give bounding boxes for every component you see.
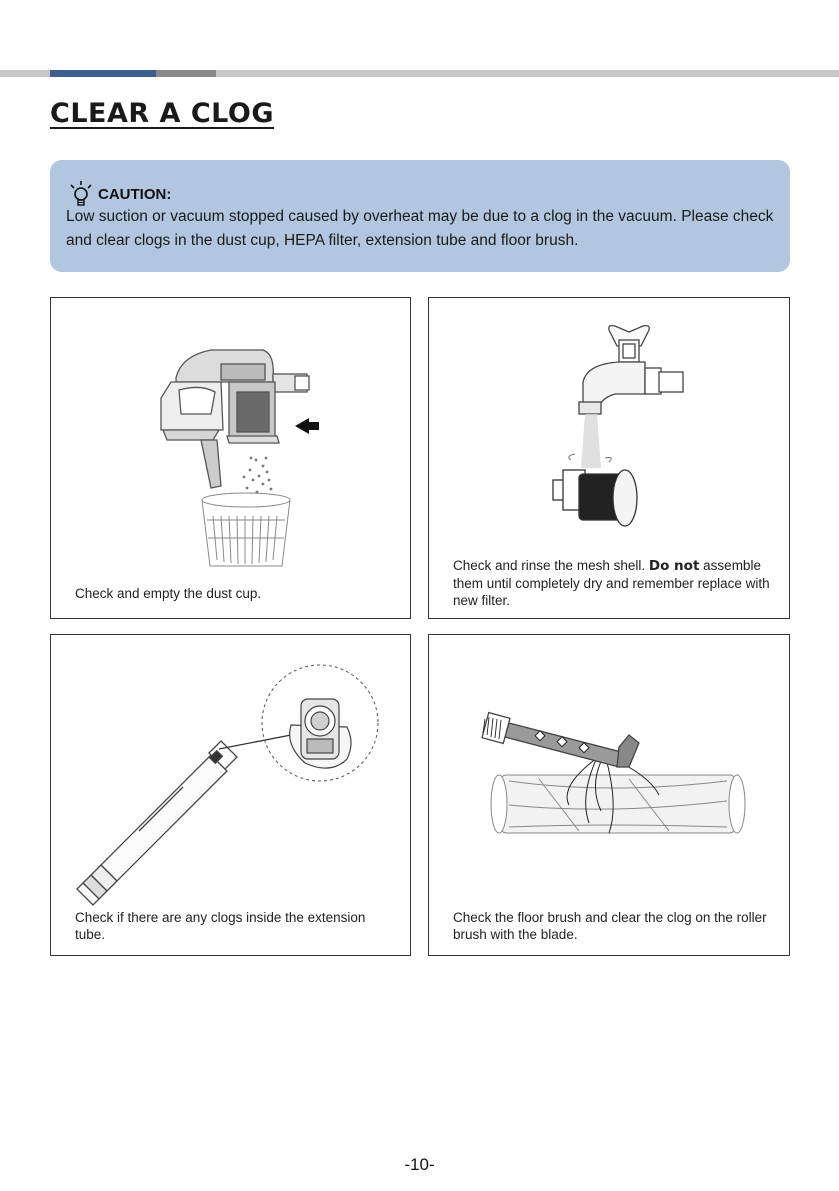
header-color-bar xyxy=(0,70,839,77)
caption-emphasis: Do not xyxy=(648,558,700,574)
lightbulb-icon xyxy=(66,180,96,208)
floor-brush-illustration xyxy=(429,635,789,955)
dust-cup-illustration xyxy=(51,298,410,618)
step-panel-dust-cup xyxy=(50,297,411,619)
page-number: -10- xyxy=(404,1155,435,1174)
header-bar-accent-blue xyxy=(50,70,156,77)
step-caption: Check the floor brush and clear the clog on the roller brush with the blade. xyxy=(453,910,767,942)
caption-text-start: Check and rinse the mesh shell. xyxy=(453,558,646,573)
step-caption xyxy=(453,557,773,609)
page-title: CLEAR A CLOG xyxy=(50,98,275,129)
extension-tube-illustration xyxy=(51,635,410,955)
step-panel-extension-tube xyxy=(50,634,411,956)
step-panel-hepa-filter xyxy=(428,297,790,619)
caution-label: CAUTION: xyxy=(98,185,172,203)
caption-text-end: assemble them until completely dry and remember replace with new filter. xyxy=(453,558,770,608)
step-caption: Check if there are any clogs inside the extension tube. xyxy=(75,910,366,942)
step-panel-floor-brush xyxy=(428,634,790,956)
caution-box xyxy=(50,160,790,272)
caution-header xyxy=(66,180,171,208)
header-bar-accent-gray xyxy=(156,70,216,77)
caution-text: Low suction or vacuum stopped caused by overheat may be due to a clog in the vacuum. Please check and clear clogs in the dust cup, HEPA filter, extension tube and floor brush. xyxy=(66,208,774,249)
step-caption: Check and empty the dust cup. xyxy=(75,586,262,601)
